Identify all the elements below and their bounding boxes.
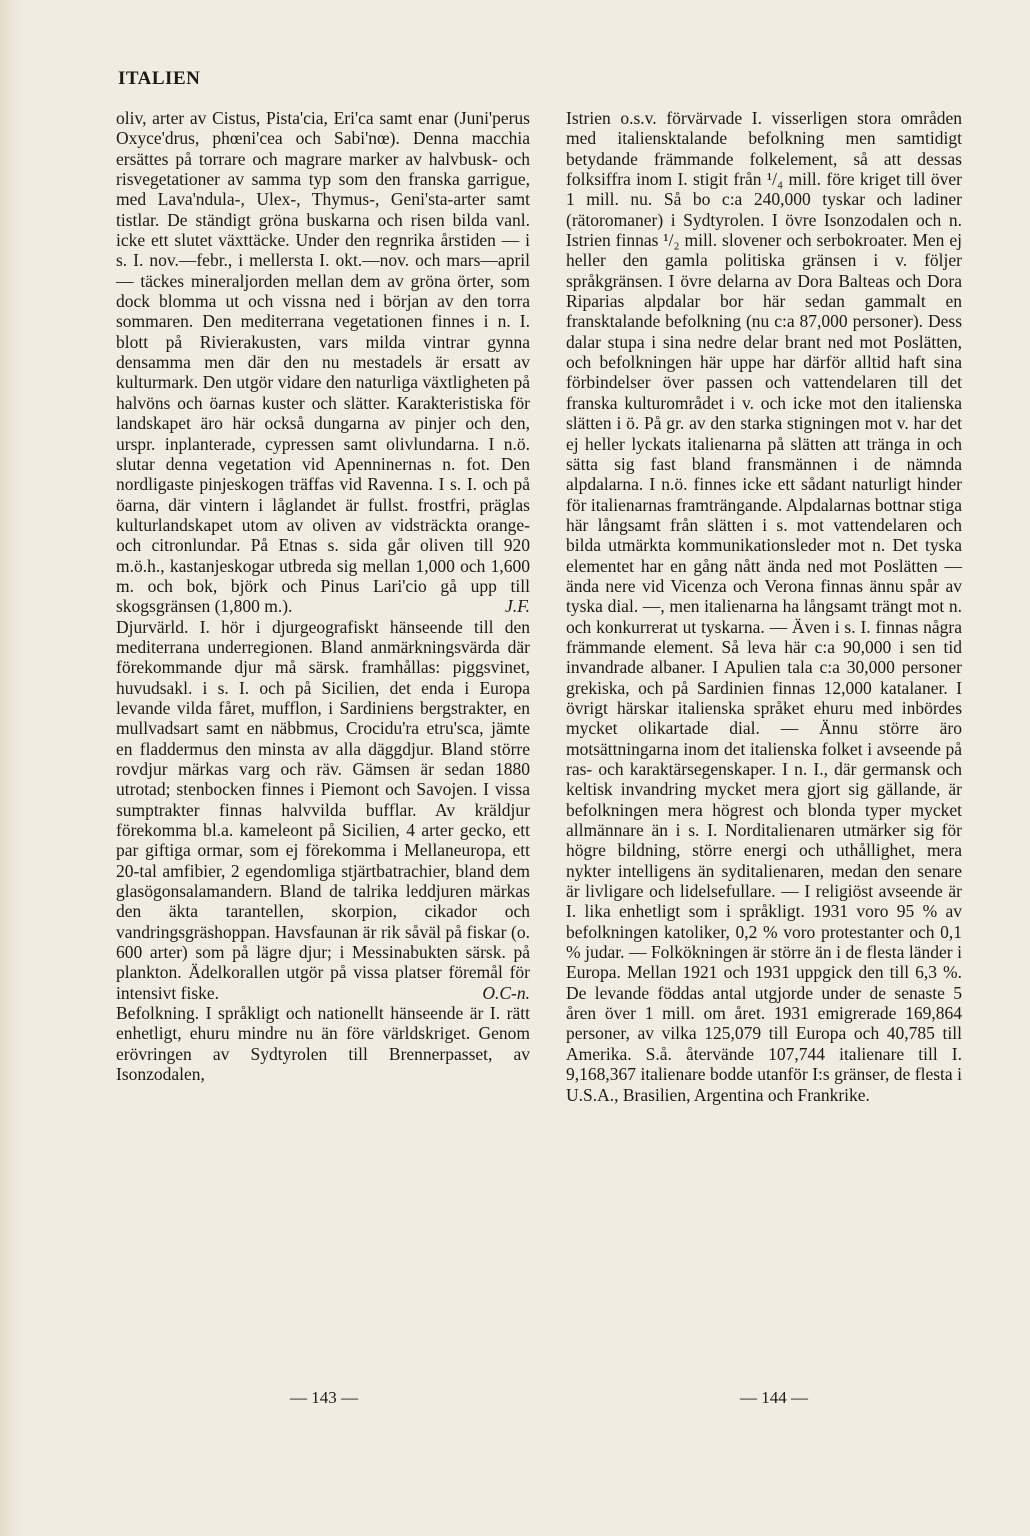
page-number-right: — 144 —: [740, 1388, 808, 1407]
paragraph-text: Befolkning. I språkligt och nationellt hänseende är I. rätt enhetligt, ehuru mindre nu än före världskriget. Genom erövringen av Sydtyrolen till Brennerpasset, av Isonzodalen,: [116, 1003, 530, 1085]
paragraph-text: Djurvärld. I. hör i djurgeografiskt hänseende till den mediterrana underregionen. Bland anmärkningsvärda där förekommande djur må särsk. framhållas: piggsvinet, huvudsakl. i s. I. och på Sicilien, det enda i Europa levande vilda fåret, mufflon, i Sardiniens bergstrakter, en mullvadsart samt en näbbmus, Crocidu'ra etru'sca, jämte en fladdermus den minsta av alla däggdjur. Bland större rovdjur märkas varg och räv. Gämsen är sedan 1880 utrotad; stenbocken finnes i Piemont och Savojen. I vissa sumptrakter finnas halvvilda bufflar. Av kräldjur förekomma bl.a. kameleont på Sicilien, 4 arter gecko, ett par giftiga ormar, som ej förekomma i Mellaneuropa, ett 20-tal amfibier, 2 egendomliga stjärtbatrachier, bland dem glasögonsalamandern. Bland de talrika leddjuren märkas den äkta tarantellen, skorpion, cikador och vandringsgräshoppan. Havsfaunan är rik såväl på fiskar (o. 600 arter) som på lägre djur; i Messinabukten särsk. på plankton. Ädelkorallen utgör på vissa platser föremål för intensivt fiske.: [116, 616, 530, 1003]
page-number-left: — 143 —: [290, 1388, 358, 1407]
paragraph-text: Istrien o.s.v. förvärvade I. visserligen stora områden med italiensktalande befolkning men samtidigt betydande främmande folkelement, så att dessas folksiffra inom I. stigit från ¹/₄ mill. före kriget till över 1 mill. nu. Så bo c:a 240,000 tyskar och ladiner (rätoromaner) i Sydtyrolen. I övre Isonzodalen och n. Istrien finnas ¹/₂ mill. slovener och serbokroater. Men ej heller den gamla politiska gränsen i v. följer språkgränsen. I övre delarna av Dora Balteas och Dora Riparias alpdalar bor här sedan gammalt en fransktalande befolkning (nu c:a 87,000 personer). Dess dalar stupa i sina nedre delar brant ned mot Poslätten, och befolkningen här uppe har därför alltid haft sina förbindelser över passen och vattendelaren till det franska kulturområdet i v. och icke mot den italienska slätten i ö. På gr. av den starka stigningen mot v. har det ej heller lyckats italienarna på slätten att tränga in och sätta sig fast bland fransmännen i de nämnda alpdalarna. I n.ö. finnes icke ett sådant naturligt hinder för italienarnas framträngande. Alpdalarnas bottnar stiga här långsamt från slätten i s. mot vattendelaren och bilda utmärkta kommunikationsleder mot n. Det tyska elementet har en gång nått ända ned mot Poslätten — ända nere vid Vicenza och Verona finnas ännu spår av tyska dial. —, men italienarna ha långsamt trängt mot n. och konkurrerat ut tyskarna. — Även i s. I. finnas några främmande element. Så leva här c:a 90,000 i sen tid invandrade albaner. I Apulien tala c:a 30,000 personer grekiska, och på Sardinien finnas 12,000 katalaner. I övrigt härskar italienska språket ehuru med inbördes mycket olikartade dial. — Ännu större äro motsättningarna inom det italienska folket i avseende på ras- och karaktärsegenskaper. I n. I., där germansk och keltisk invandring mycket mera gjort sig gällande, är befolkningen mera högrest och blonda typer mycket allmännare än i s. I. Norditalienaren utmärker sig för högre bildning, större energi och uthållighet, mera nykter intelligens än syditalienaren, medan den senare är livligare och lidelsefullare. — I religiöst avseende är I. lika enhetligt som i språkligt. 1931 voro 95 % av befolkningen katoliker, 0,2 % voro protestanter och 0,1 % judar. — Folkökningen är större än i de flesta länder i Europa. Mellan 1921 och 1931 uppgick den till 6,3 %. De levande föddas antal utgjorde under de senaste 5 åren över 1 mill. om året. 1931 emigrerade 169,864 personer, av vilka 125,079 till Europa och 40,785 till Amerika. S.å. återvände 107,744 italienare till I. 9,168,367 italienare bodde utanför I:s gränser, de flesta i U.S.A., Brasilien, Argentina och Frankrike.: [566, 108, 962, 1105]
running-head: ITALIEN: [118, 68, 201, 89]
right-column: [566, 108, 962, 1105]
author-signature: O.C-n.: [482, 982, 530, 1003]
paragraph-vegetation: [116, 108, 530, 617]
left-column: [116, 108, 530, 1085]
paragraph-befolkning: [116, 1003, 530, 1084]
paragraph-djurvarld: [116, 617, 530, 1004]
page-edge-shadow: [0, 0, 22, 1536]
author-signature: J.F.: [505, 596, 530, 617]
paragraph-text: oliv, arter av Cistus, Pista'cia, Eri'ca samt enar (Juni'perus Oxyce'drus, phœni'cea och Sabi'nœ). Denna macchia ersättes på torrare och magrare marker av halvbusk- och risvegetationer av samma typ som den franska garrigue, med Lava'ndula-, Ulex-, Thymus-, Geni'sta-arter samt tistlar. De ständigt gröna buskarna och risen bilda vanl. icke ett slutet växttäcke. Under den regnrika årstiden — i s. I. nov.—febr., i mellersta I. okt.—nov. och mars—april — täckes mineraljorden mellan dem av gröna örter, som dock blomma ut och vissna ned i början av den torra sommaren. Den mediterrana vegetationen finnes i n. I. blott på Rivierakusten, vars milda vintrar gynna densamma men där den nu mestadels är ersatt av kulturmark. Den utgör vidare den naturliga växtligheten på halvöns och öarnas kuster och slätter. Karakteristiska för landskapet äro här också dungarna av pinjer och den, urspr. inplanterade, cypressen samt olivlundarna. I n.ö. slutar denna vegetation vid Apenninernas n. fot. Den nordligaste pinjeskogen träffas vid Ravenna. I s. I. och på öarna, där vintern i låglandet är fullst. frostfri, präglas kulturlandskapet utom av oliven av vidsträckta orange- och citronlundar. På Etnas s. sida går oliven till 920 m.ö.h., kastanjeskogar utbreda sig mellan 1,000 och 1,600 m. och bok, björk och Pinus Lari'cio gå upp till skogsgränsen (1,800 m.).: [116, 108, 530, 617]
paragraph-befolkning-cont: [566, 108, 962, 1105]
